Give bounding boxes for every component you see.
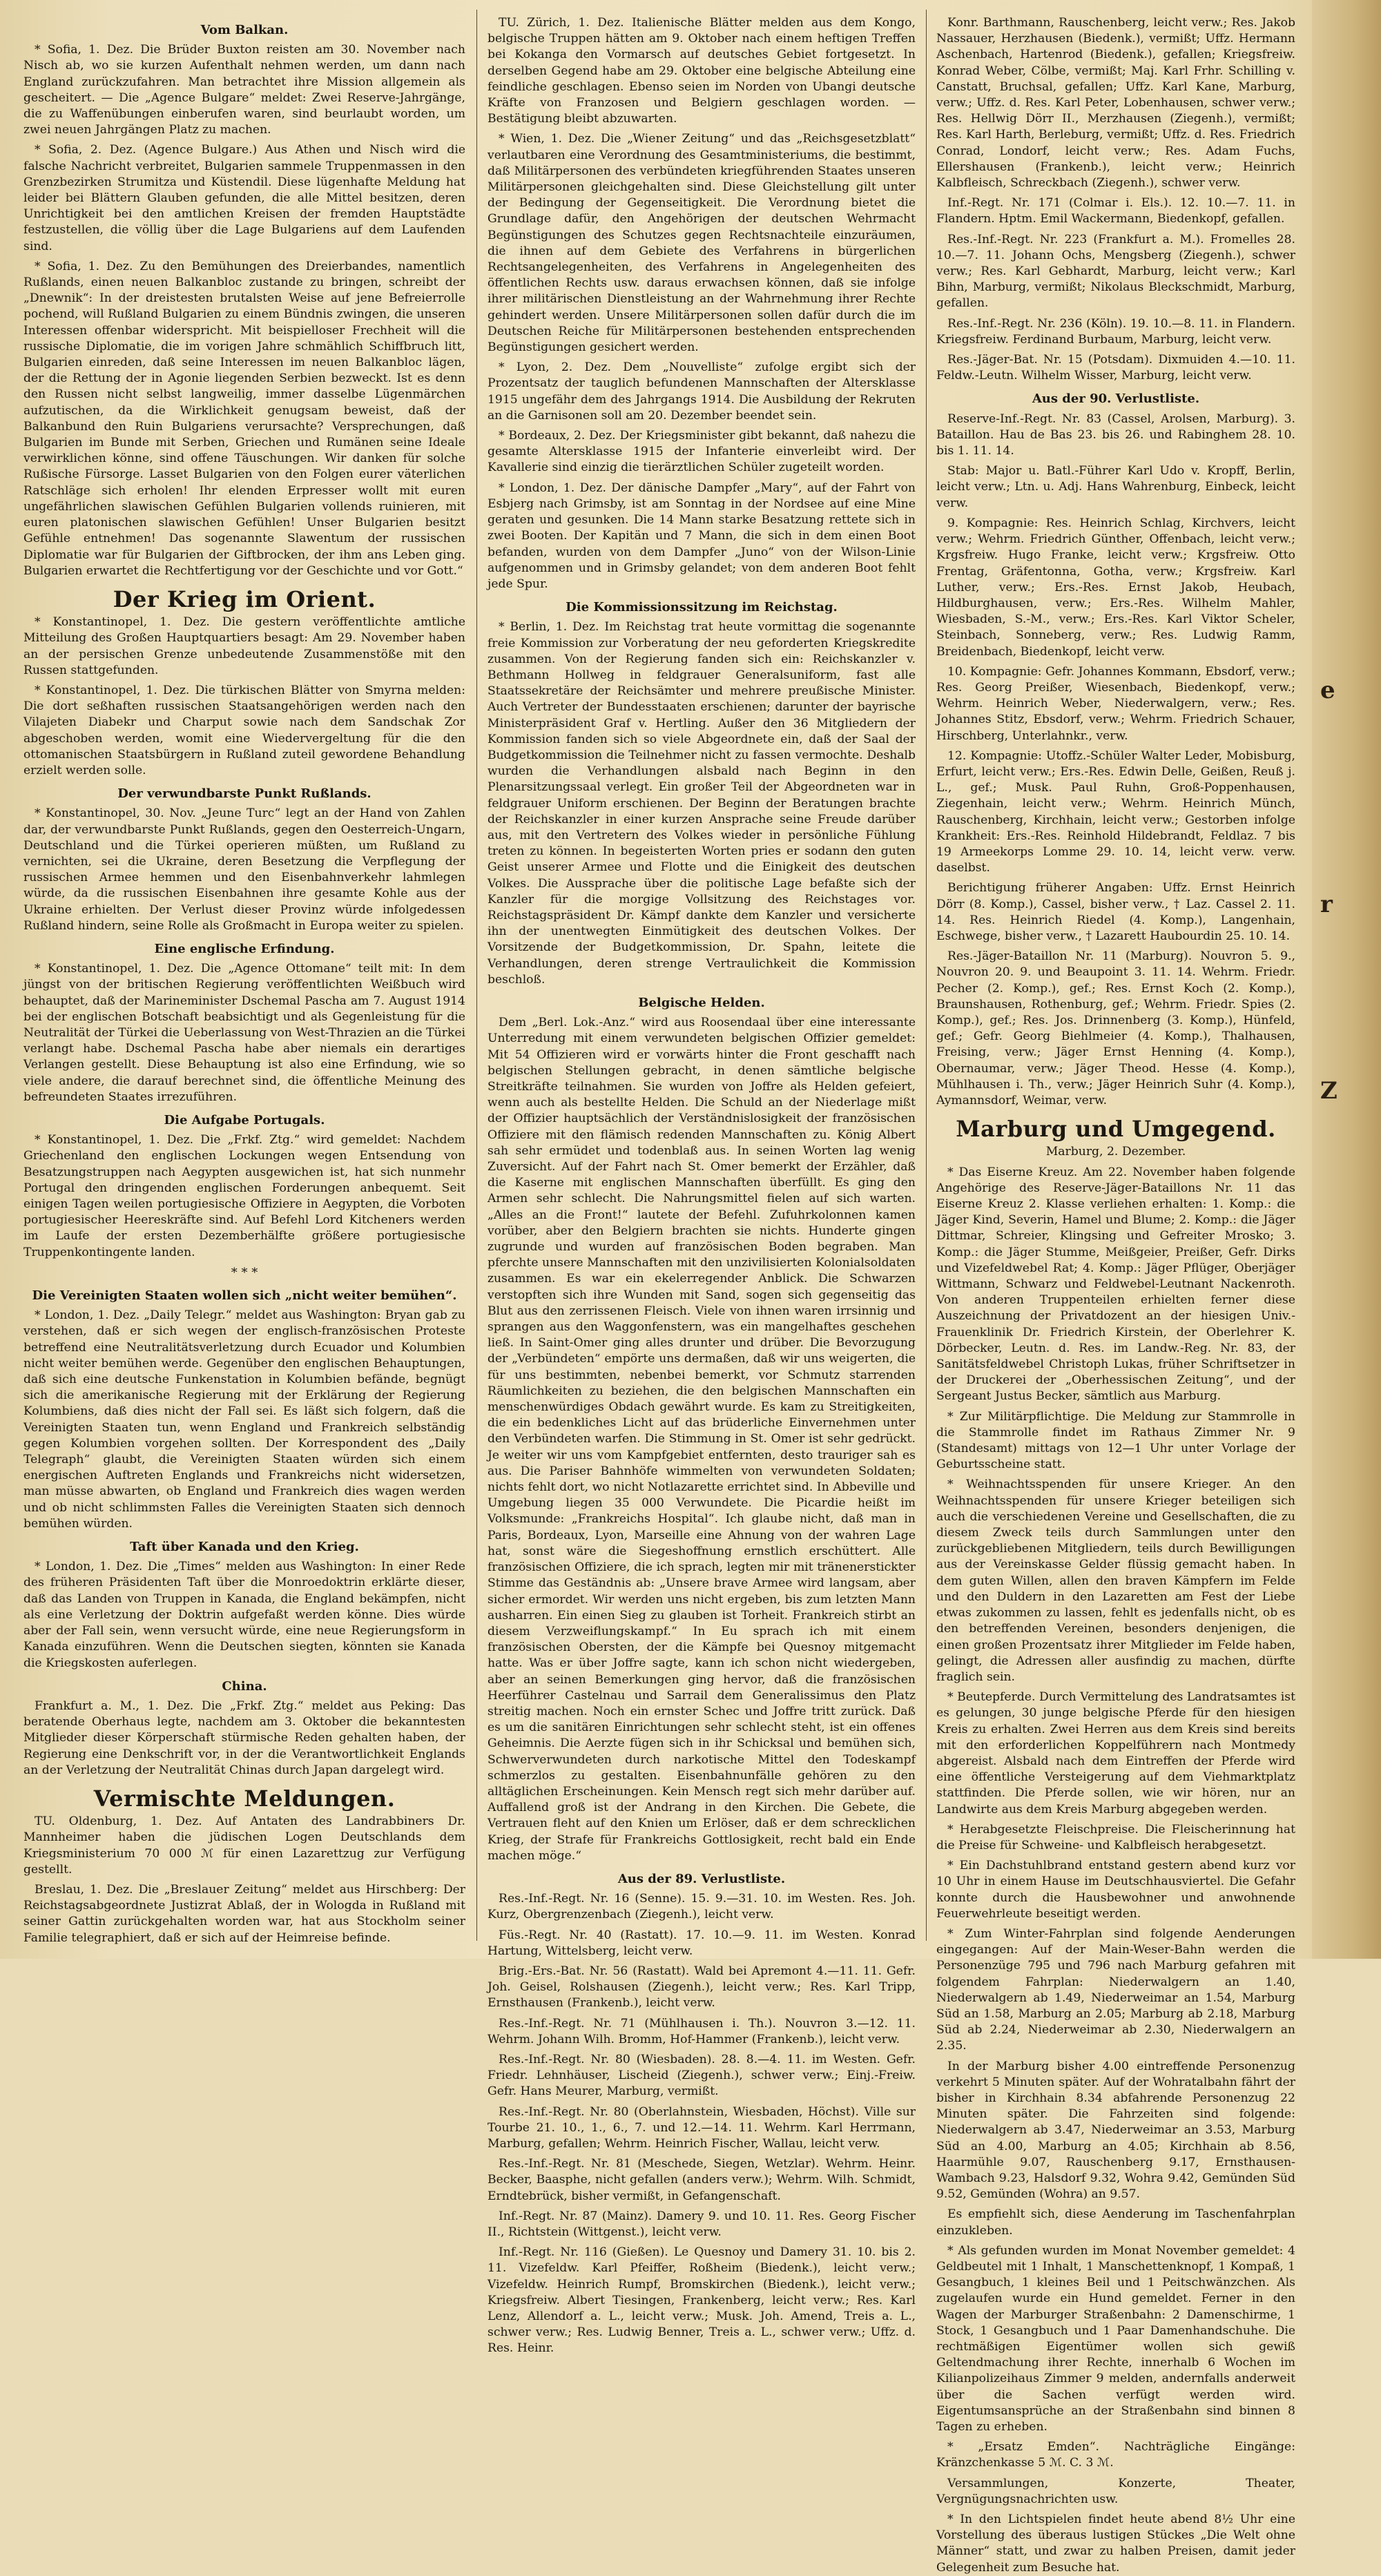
column-1 [23, 15, 465, 1945]
subheading-kanada: Taft über Kanada und den Krieg. [130, 1540, 359, 1555]
article-paragraph: * London, 1. Dez. Der dänische Dampfer „Mary“, auf der Fahrt von Esbjerg nach Grimsby, ist am Sonntag in der Nordsee auf eine Mine geraten und gesunken. Die 14 Mann starke Besatzung rettete sich in zwei Booten. Der Kapitän und 7 Mann, die sich in dem einen Boot befanden, wurden von dem Dampfer „Juno“ von der Wilson-Linie aufgenommen und in Grimsby gelandet; von dem anderen Boot fehlt jede Spur. [487, 481, 916, 591]
subheading-helden: Belgische Helden. [638, 995, 765, 1010]
section-title-marburg: Marburg und Umgegend. [956, 1116, 1276, 1143]
local-news-paragraph: * Das Eiserne Kreuz. Am 22. November haben folgende Angehörige des Reserve-Jäger-Bataillons Nr. 11 das Eiserne Kreuz 2. Klasse verliehen erhalten: 1. Komp.: die Jäger Kind, Severin, Hamel und Blume; 2. Komp.: die Jäger Dittmar, Schreier, Klingsing und Gefreiter Mrosko; 3. Komp.: die Jäger Stumme, Meißgeier, Preißer, Gefr. Dirks und Vizefeldwebel Rat; 4. Komp.: Jäger Pflüger, Oberjäger Wittmann, Schwarz und Feldwebel-Leutnant Nackenroth. Von anderen Truppenteilen erhielten ferner diese Auszeichnung der Privatdozent an der hiesigen Univ.-Frauenklinik Dr. Friedrich Kirstein, der Oberlehrer K. Dörbecker, Leutn. d. Res. im Landw.-Reg. Nr. 83, der Sanitätsfeldwebel Christoph Lukas, früher Schriftsetzer in der Druckerei der „Oberhessischen Zeitung“, und der Sergeant Justus Becker, sämtlich aus Marburg. [936, 1165, 1295, 1404]
article-paragraph: * London, 1. Dez. Die „Times“ melden aus Washington: In einer Rede des früheren Präsidenten Taft über die Monroedoktrin erklärte dieser, daß das Landen von Truppen in Kanada, die England bekämpfen, nicht als eine Verletzung der Doktrin aufgefaßt werden könne. Dies würde aber der Fall sein, wenn versucht würde, eine neue Regierungsform in Kanada einzuführen. Wenn die Deutschen siegten, könnten sie Kanada die Kriegskosten auferlegen. [23, 1560, 465, 1670]
edge-glyph: Z [1320, 1077, 1337, 1105]
article-paragraph: * Sofia, 2. Dez. (Agence Bulgare.) Aus Athen und Nisch wird die falsche Nachricht verbreitet, Bulgarien sammele Truppenmassen in den Grenzbezirken Strumitza und Küstendil. Diese lügenhafte Meldung hat leider bei Blättern Glauben gefunden, die alle Mittel besitzen, deren Unrichtigkeit bei den amtlichen Kreisen der fremden Hauptstädte festzustellen, die völlig über die Lage Bulgariens auf dem Laufenden sind. [23, 143, 465, 253]
subheading-usa: Die Vereinigten Staaten wollen sich „nicht weiter bemühen“. [32, 1288, 457, 1304]
casualty-entry: Res.-Inf.-Regt. Nr. 223 (Frankfurt a. M.). Fromelles 28. 10.—7. 11. Johann Ochs, Mengsberg (Ziegenh.), schwer verw.; Res. Karl Gebhardt, Marburg, leicht verw.; Karl Bihn, Marburg, vermißt; Nikolaus Bleckschmidt, Marburg, gefallen. [936, 232, 1295, 311]
column-rule-2 [926, 10, 927, 1941]
dateline: Marburg, 2. Dezember. [1045, 1145, 1186, 1159]
article-paragraph: * Sofia, 1. Dez. Zu den Bemühungen des Dreierbandes, namentlich Rußlands, einen neuen Balkanbloc zustande zu bringen, schreibt der „Dnewnik“: In der dreistesten brutalsten Weise auf jene Befreierrolle pochend, will Rußland Bulgarien zu einem Bündnis zwingen, die unseren Interessen offenbar widerspricht. Mit beispielloser Frechheit will die russische Diplomatie, die im vorigen Jahre schmählich Schiffbruch litt, Bulgarien einreden, daß seine Interessen im neuen Balkanbloc lägen, der die Rettung der in Agonie liegenden Serbien bezweckt. Ist es denn den Russen nicht selbst langweilig, immer dasselbe Lügenmärchen aufzutischen, da die Wirklichkeit genugsam beweist, daß der Balkanbund den Ruin Bulgariens verursachte? Versprechungen, daß Bulgarien im Bunde mit Serben, Griechen und Rumänen seine Ideale verwirklichen könne, sind offene Täuschungen. Wir danken für solche Rußische Fürsorge. Lasset Bulgarien von den Folgen eurer väterlichen Ratschläge sich erholen! Ihr elenden Erpresser wollt mit euren ungefährlichen slawischen Gefühlen Bulgarien vollends ruinieren, mit euren platonischen slawischen Gefühlen! Unser Bulgarien besitzt Gefühle entnehmen! Das sogenannte Slawentum der russischen Diplomatie war für Bulgarien der Giftbrocken, der ihm ans Leben ging. Bulgarien erwartet die Rechtfertigung vor der Geschichte und vor Gott.“ [23, 259, 465, 578]
casualty-entry: Reserve-Inf.-Regt. Nr. 83 (Cassel, Arolsen, Marburg). 3. Bataillon. Hau de Bas 23. bis 26. und Rabinghem 28. 10. bis 1. 11. 14. [936, 411, 1295, 458]
local-news-paragraph: * Beutepferde. Durch Vermittelung des Landratsamtes ist es gelungen, 30 junge belgische Pferde für den hiesigen Kreis zu erhalten. Zwei Herren aus dem Kreis sind bereits mit den erforderlichen Koppelführern nach Montmedy abgereist. Alsbald nach dem Eintreffen der Pferde wird eine öffentliche Versteigerung auf dem Viehmarktplatz stattfinden. Die Pferde sollen, wie wir hören, nur an Landwirte aus dem Kreis Marburg abgegeben werden. [936, 1690, 1295, 1817]
article-paragraph: * Konstantinopel, 1. Dez. Die türkischen Blätter von Smyrna melden: Die dort seßhaften russischen Staatsangehörigen werden nach den Vilajeten Diabekr und Charput sowie nach dem Sandschak Zor abgeschoben werden, womit eine Wiedervergeltung für die den ottomanischen Staatsbürgern in Rußland zuteil gewordene Behandlung erzielt werden solle. [23, 683, 465, 777]
separator-stars: * * * [231, 1265, 258, 1280]
subheading-kommission: Die Kommissionssitzung im Reichstag. [566, 600, 838, 615]
section-title-vermischte: Vermischte Meldungen. [93, 1785, 396, 1812]
casualty-entry: Res.-Inf.-Regt. Nr. 80 (Oberlahnstein, Wiesbaden, Höchst). Ville sur Tourbe 21. 10., 1., 6., 7. und 12.—14. 11. Wehrm. Karl Herrmann, Marburg, gefallen; Wehrm. Heinrich Fischer, Wallau, leicht verw. [487, 2104, 916, 2151]
casualty-entry: Inf.-Regt. Nr. 116 (Gießen). Le Quesnoy und Damery 31. 10. bis 2. 11. Vizefeldw. Karl Pfeiffer, Roßheim (Biedenk.), leicht verw.; Vizefeldw. Heinrich Rumpf, Bromskirchen (Biedenk.), leicht verw.; Kriegsfreiw. Albert Tiesingen, Frankenberg, leicht verw.; Res. Karl Lenz, Allendorf a. L., leicht verw.; Musk. Joh. Amend, Treis a. L., schwer verw.; Res. Ludwig Benner, Treis a. L., schwer verw.; Uffz. d. Res. Heinr. [487, 2245, 916, 2356]
subheading-portugal: Die Aufgabe Portugals. [164, 1113, 325, 1127]
local-news-paragraph: * In den Lichtspielen findet heute abend 8½ Uhr eine Vorstellung des überaus lustigen Stückes „Die Welt ohne Männer“ statt, und zwar zu halben Preisen, damit jeder Gelegenheit zum Besuche hat. [936, 2512, 1295, 2575]
casualty-entry: Res.-Inf.-Regt. Nr. 71 (Mühlhausen i. Th.). Nouvron 3.—12. 11. Wehrm. Johann Wilh. Bromm, Hof-Hammer (Frankenb.), leicht verw. [487, 2016, 916, 2046]
section-heading-balkan: Vom Balkan. [200, 23, 289, 37]
casualty-entry: Res.-Jäger-Bataillon Nr. 11 (Marburg). Nouvron 5. 9., Nouvron 20. 9. und Beaupoint 3. 11. 14. Wehrm. Friedr. Pecher (2. Komp.), gef.; Res. Ernst Koch (2. Komp.), Braunshausen, Rothenburg, gef.; Wehrm. Friedr. Spies (2. Komp.), gef.; Res. Jos. Drinnenberg (3. Komp.), Hünfeld, gef.; Gefr. Georg Biehlmeier (4. Komp.), Thalhausen, Freising, verw.; Jäger Ernst Henning (4. Komp.), Obernaumar, verw.; Jäger Theod. Hesse (4. Komp.), Mühlhausen i. Th., verw.; Jäger Heinrich Suhr (4. Komp.), Aymannsdorf, Weimar, verw. [936, 949, 1295, 1107]
casualty-entry: Inf.-Regt. Nr. 171 (Colmar i. Els.). 12. 10.—7. 11. in Flandern. Hptm. Emil Wackermann, Biedenkopf, gefallen. [936, 196, 1295, 226]
column-rule-1 [476, 10, 477, 1941]
column-3 [936, 15, 1295, 2575]
subheading-verlustliste-90: Aus der 90. Verlustliste. [1032, 391, 1200, 407]
edge-glyph: e [1320, 677, 1335, 704]
local-news-paragraph: * Weihnachtsspenden für unsere Krieger. An den Weihnachtsspenden für unsere Krieger beteiligen sich auch die verschiedenen Vereine und Gesellschaften, die zu diesem Zweck teils durch Sammlungen unter den zurückgebliebenen Mitgliedern, teils durch Bewilligungen aus der Vereinskasse Gelder flüssig gemacht haben. In dem guten Willen, allen den braven Kämpfern im Felde und den Duldern in den Lazaretten am Fest der Liebe etwas zukommen zu lassen, fehlt es jedenfalls nicht, ob es den betreffenden Vereinen, besonders denjenigen, die einen großen Prozentsatz ihrer Mitglieder im Felde haben, gelingt, die Adressen aller ausfindig zu machen, dürfte fraglich sein. [936, 1478, 1295, 1684]
casualty-entry: 10. Kompagnie: Gefr. Johannes Kommann, Ebsdorf, verw.; Res. Georg Preißer, Wiesenbach, Biedenkopf, verw.; Wehrm. Heinrich Weber, Niederwalgern, verw.; Res. Johannes Stitz, Ebsdorf, verw.; Wehrm. Friedrich Schauer, Hirschberg, Unterlahnkr., verw. [936, 664, 1295, 743]
article-paragraph: * Berlin, 1. Dez. Im Reichstag trat heute vormittag die sogenannte freie Kommission zur Vorberatung der neu geforderten Kriegskredite zusammen. Von der Regierung fanden sich ein: Reichskanzler v. Bethmann Hollweg in feldgrauer Generalsuniform, fast alle Staatssekretäre der Reichsämter und mehrere preußische Minister. Auch Vertreter der Bundesstaaten erschienen; darunter der bayrische Ministerpräsident Graf v. Hertling. Außer den 36 Mitgliedern der Kommission fanden sich so viele Abgeordnete ein, daß der Saal der Budgetkommission die Teilnehmer nicht zu fassen vermochte. Deshalb wurden die Verhandlungen alsbald nach Beginn in den Plenarsitzungssaal verlegt. Ein großer Teil der Abgeordneten war in feldgrauer Uniform erschienen. Der Beginn der Beratungen brachte der Reichskanzler in einer kurzen Ansprache seine Freude darüber aus, mit den Vertretern des Volkes wieder in persönliche Fühlung treten zu können. In begeisterten Worten pries er sodann den guten Geist unserer Armee und Flotte und die Einigkeit des deutschen Volkes. Die Aussprache über die politische Lage befaßte sich der Kanzler für die morgige Vollsitzung des Reichstages vor. Reichstagspräsident Dr. Kämpf dankte dem Kanzler und versicherte ihn der unentwegten Einmütigkeit des deutschen Volkes. Der Vorsitzende der Budgetkommission, Dr. Spahn, leitete die Verhandlungen, deren strenge Vertraulichkeit die Kommission beschloß. [487, 620, 916, 987]
casualty-entry: 9. Kompagnie: Res. Heinrich Schlag, Kirchvers, leicht verw.; Wehrm. Friedrich Günther, Offenbach, leicht verw.; Krgsfreiw. Hugo Franke, leicht verw.; Krgsfreiw. Otto Frentag, Gräfentonna, Gotha, verw.; Krgsfreiw. Karl Luther, verw.; Ers.-Res. Ernst Jakob, Heubach, Hildburghausen, verw.; Ers.-Res. Wilhelm Mahler, Wiesbaden, S.-M., verw.; Ers.-Res. Karl Viktor Scheler, Steinbach, Sonneberg, verw.; Res. Ludwig Ramm, Breidenbach, Biedenkopf, leicht verw. [936, 516, 1295, 659]
casualty-entry: Berichtigung früherer Angaben: Uffz. Ernst Heinrich Dörr (8. Komp.), Cassel, bisher verw., † Laz. Cassel 2. 11. 14. Res. Heinrich Riedel (4. Komp.), Langenhain, Eschwege, bisher verw., † Lazarett Haubourdin 25. 10. 14. [936, 881, 1295, 943]
article-paragraph: * Konstantinopel, 30. Nov. „Jeune Turc“ legt an der Hand von Zahlen dar, der verwundbarste Punkt Rußlands, gegen den Oesterreich-Ungarn, Deutschland und die Türkei operieren müßten, um Rußland zu vernichten, sei die Ukraine, deren Besetzung die Verpflegung der russischen Armee hemmen und den Eisenbahnverkehr lahmlegen würde, da die russischen Eisenbahnen ihre gesamte Kohle aus der Ukraine erhielten. Der Verlust dieser Provinz würde infolgedessen Rußland hindern, seine Rolle als Großmacht in Europa weiter zu spielen. [23, 806, 465, 933]
edge-glyph: r [1320, 891, 1333, 918]
article-paragraph: * Konstantinopel, 1. Dez. Die „Frkf. Ztg.“ wird gemeldet: Nachdem Griechenland den englischen Lockungen wegen Entsendung von Besatzungstruppen nach Aegypten ausgewichen ist, hat sich nunmehr Portugal den dringenden englischen Forderungen anbequemt. Seit einigen Tagen weilen portugiesische Offiziere in Aegypten, die Vorboten portugiesischer Heereskräfte sind. Auf Befehl Lord Kitcheners werden im Laufe der ersten Dezemberhälfte größere portugiesische Truppenkontingente landen. [23, 1133, 465, 1259]
local-news-paragraph: * „Ersatz Emden“. Nachträgliche Eingänge: Kränzchenkasse 5 ℳ. C. 3 ℳ. [936, 2440, 1295, 2470]
casualty-entry: Stab: Major u. Batl.-Führer Karl Udo v. Kropff, Berlin, leicht verw.; Ltn. u. Adj. Hans Wahrenburg, Einbeck, leicht verw. [936, 464, 1295, 510]
local-news-paragraph: * Zum Winter-Fahrplan sind folgende Aenderungen eingegangen: Auf der Main-Weser-Bahn werden die Personenzüge 795 und 796 nach Marburg gefahren mit folgendem Fahrplan: Niederwalgern an 1.40, Niederwalgern ab 1.49, Niederweimar an 1.54, Marburg Süd an 1.58, Marburg an 2.05; Marburg ab 2.18, Marburg Süd ab 2.24, Niederweimar ab 2.30, Niederwalgern an 2.35. [936, 1926, 1295, 2053]
subheading-verlustliste-89: Aus der 89. Verlustliste. [617, 1871, 786, 1886]
article-paragraph: TU. Zürich, 1. Dez. Italienische Blätter melden aus dem Kongo, belgische Truppen hätten am 9. Oktober nach einem heftigen Treffen bei Kokanga den Vormarsch auf deutsches Gebiet fortgesetzt. In derselben Gegend habe am 29. Oktober eine belgische Abteilung eine feindliche geschlagen. Ebenso seien im Norden von Ubangi deutsche Kräfte von Franzosen und Belgiern geschlagen worden. — Bestätigung bleibt abzuwarten. [487, 16, 916, 126]
casualty-entry: Brig.-Ers.-Bat. Nr. 56 (Rastatt). Wald bei Apremont 4.—11. 11. Gefr. Joh. Geisel, Rolshausen (Ziegenh.), leicht verw.; Res. Karl Tripp, Ernsthausen (Frankenb.), leicht verw. [487, 1964, 916, 2011]
article-paragraph: * Konstantinopel, 1. Dez. Die „Agence Ottomane“ teilt mit: In dem jüngst von der britischen Regierung veröffentlichten Weißbuch wird behauptet, daß der Marineminister Dschemal Pascha am 7. August 1914 bei der englischen Botschaft beabsichtigt und als Gegenleistung für die Neutralität der Türkei die Ueberlassung von West-Thrazien an die Türkei verlangt habe. Dschemal Pascha habe aber niemals ein derartiges Verlangen gestellt. Diese Behauptung ist also eine Erfindung, wie so viele andere, die darauf berechnet sind, die öffentliche Meinung des befreundeten Staates irrezuführen. [23, 962, 465, 1104]
article-paragraph: * Konstantinopel, 1. Dez. Die gestern veröffentlichte amtliche Mitteilung des Großen Hauptquartiers besagt: Am 29. November haben an der persischen Grenze unbedeutende Zusammenstöße mit den Russen stattgefunden. [23, 615, 465, 677]
article-paragraph: * Bordeaux, 2. Dez. Der Kriegsminister gibt bekannt, daß nahezu die gesamte Altersklasse 1915 der Infanterie einverleibt wird. Der Kavallerie sind einzig die tierärztlichen Schüler zugeteilt worden. [487, 429, 916, 475]
casualty-entry: Res.-Inf.-Regt. Nr. 16 (Senne). 15. 9.—31. 10. im Westen. Res. Joh. Kurz, Obergrenzenbach (Ziegenh.), leicht verw. [487, 1892, 916, 1922]
column-2 [487, 15, 916, 2356]
article-paragraph: * London, 1. Dez. „Daily Telegr.“ meldet aus Washington: Bryan gab zu verstehen, daß er sich wegen der englisch-französischen Proteste betreffend eine Neutralitätsverletzung durch Ecuador und Kolumbien nicht weiter bemühen werde. Gegenüber den englischen Behauptungen, daß sich eine deutsche Funkenstation in Kolumbien befände, begnügt sich die amerikanische Regierung mit der Erklärung der Regierung Kolumbiens, daß dies nicht der Fall sei. Es läßt sich folgern, daß die Vereinigten Staaten tun, wenn England und Frankreich selbständig gegen Kolumbien vorgehen sollten. Der Korrespondent des „Daily Telegraph“ glaubt, die Vereinigten Staaten würden sich einem energischen Auftreten Englands und Frankreichs nicht widersetzen, man müsse abwarten, ob England und Frankreich dies wagen werden und ob nicht schlimmsten Falles die Vereinigten Staaten sich dennoch bemühen würden. [23, 1308, 465, 1531]
local-news-paragraph: Es empfiehlt sich, diese Aenderung im Taschenfahrplan einzukleben. [936, 2207, 1295, 2238]
local-news-paragraph: * Herabgesetzte Fleischpreise. Die Fleischerinnung hat die Preise für Schweine- und Kalbfleisch herabgesetzt. [936, 1822, 1295, 1852]
local-news-paragraph: Versammlungen, Konzerte, Theater, Vergnügungsnachrichten usw. [936, 2476, 1295, 2506]
casualty-entry: Res.-Inf.-Regt. Nr. 236 (Köln). 19. 10.—8. 11. in Flandern. Kriegsfreiw. Ferdinand Burbaum, Marburg, leicht verw. [936, 316, 1295, 347]
article-paragraph: * Wien, 1. Dez. Die „Wiener Zeitung“ und das „Reichsgesetzblatt“ verlautbaren eine Verordnung des Gesamtministeriums, die bestimmt, daß Militärpersonen des verbündeten kriegführenden Staates unseren Militärpersonen gleichgehalten sind. Diese Gleichstellung gilt unter der Bedingung der Gegenseitigkeit. Die Verordnung bietet die Grundlage dafür, den Angehörigen der deutschen Wehrmacht Begünstigungen des Schutzes gegen Rechtsnachteile einzuräumen, die ihnen auf dem Gebiete des Verfahrens in bürgerlichen Rechtsangelegenheiten, des Verfahrens in Angelegenheiten des öffentlichen Rechts usw. daraus erwachsen können, daß sie infolge ihrer militärischen Dienstleistung an der Wahrnehmung ihrer Rechte gehindert werden. Unsere Militärpersonen sollen dafür durch die im Deutschen Reiche für Militärpersonen bestehenden entsprechenden Begünstigungen gesichert werden. [487, 132, 916, 355]
local-news-paragraph: * Als gefunden wurden im Monat November gemeldet: 4 Geldbeutel mit 1 Inhalt, 1 Manschettenknopf, 1 Kompaß, 1 Gesangbuch, 1 kleines Beil und 1 Peitschwänzchen. Als zugelaufen wurde ein Hund gemeldet. Ferner in den Wagen der Marburger Straßenbahn: 2 Damenschirme, 1 Stock, 1 Gesangbuch und 1 Paar Damenhandschuhe. Die rechtmäßigen Eigentümer wollen sich gewiß Geltendmachung ihrer Rechte, innerhalb 6 Wochen im Kilianpolizeihaus Zimmer 9 melden, andernfalls anderweit über die Sachen verfügt werden wird. Eigentumsansprüche an der Straßenbahn sind binnen 8 Tagen zu erheben. [936, 2243, 1295, 2434]
subheading-erfindung: Eine englische Erfindung. [154, 941, 335, 956]
casualty-entry: Res.-Inf.-Regt. Nr. 80 (Wiesbaden). 28. 8.—4. 11. im Westen. Gefr. Friedr. Lehnhäuser, Lischeid (Ziegenh.), schwer verw.; Einj.-Freiw. Gefr. Hans Meurer, Marburg, vermißt. [487, 2052, 916, 2099]
casualty-entry: Konr. Barthmann, Rauschenberg, leicht verw.; Res. Jakob Nassauer, Herzhausen (Biedenk.), vermißt; Uffz. Hermann Aschenbach, Hartenrod (Biedenk.), gefallen; Kriegsfreiw. Konrad Weber, Cölbe, vermißt; Maj. Karl Frhr. Schilling v. Canstatt, Bruchsal, gefallen; Uffz. Karl Kane, Marburg, verw.; Uffz. d. Res. Karl Peter, Lobenhausen, schwer verw.; Res. Hellwig Dörr II., Merzhausen (Ziegenh.), vermißt; Res. Karl Harth, Berleburg, vermißt; Uffz. d. Res. Friedrich Conrad, Londorf, leicht verw.; Res. Adam Fuchs, Ellershausen (Frankenb.), leicht verw.; Heinrich Kalbfleisch, Schreckbach (Ziegenh.), schwer verw. [936, 16, 1295, 191]
casualty-entry: Inf.-Regt. Nr. 87 (Mainz). Damery 9. und 10. 11. Res. Georg Fischer II., Richtstein (Wittgenst.), leicht verw. [487, 2209, 916, 2240]
article-paragraph: Dem „Berl. Lok.-Anz.“ wird aus Roosendaal über eine interessante Unterredung mit einem verwundeten belgischen Offizier gemeldet: Mit 54 Offizieren wird er vorwärts hinter die Front geschafft nach belgischen Stellungen gebracht, in denen sämtliche belgische Streitkräfte teilnahmen. Sie wurden von Joffre als Helden gefeiert, wenn auch als bestellte Helden. Die Schuld an der Niederlage mißt der Offizier hauptsächlich der Verständnislosigkeit der französischen Offiziere mit den flämisch redenden Mannschaften zu. König Albert sah sehr ermüdet und todenblaß aus. In seinen Worten lag wenig Zuversicht. Auf der Fahrt nach St. Omer bemerkt der Erzähler, daß die Kaserne mit englischen Mannschaften überfüllt. Es ging den Armen sehr schlecht. Die Nahrungsmittel fielen auf sich warten. „Alles an die Front!“ lautete der Befehl. Zufuhrkolonnen kamen vorüber, aber den Belgiern brachten sie nichts. Hunderte gingen zugrunde und wurden auf französischen Boden begraben. Man pferchte unsere Mannschaften mit den unzivilisierten Kolonialsoldaten zusammen. Es war ein ekelerregender Anblick. Die Schwarzen verstopften sich ihre Wunden mit Sand, sogen sich gegenseitig das Blut aus den zerrissenen Fleisch. Viele von ihnen waren irrsinnig und sprangen aus den Waggonfenstern, was ein mangelhaftes geschehen ließ. In Saint-Omer ging alles drunter und drüber. Die Bevorzugung der „Verbündeten“ empörte uns dermaßen, daß wir uns weigerten, die für uns bestimmten, nebenbei bemerkt, vor Schmutz starrenden Räumlichkeiten zu beziehen, die den belgischen Mannschaften ein menschenwürdiges Obdach gewährt wurde. Es kam zu Streitigkeiten, die ein bedenkliches Licht auf das brüderliche Einvernehmen unter den Verbündeten warfen. Die Stimmung in St. Omer ist sehr gedrückt. Je weiter wir uns vom Kampfgebiet entfernten, desto trauriger sah es aus. Die Pariser Bahnhöfe wimmelten von verwundeten Soldaten; nichts fehlt dort, wo nicht Notlazarette errichtet sind. In Abbeville und Umgebung liegen 35 000 Verwundete. Die Picardie heißt im Volksmunde: „Frankreichs Hospital“. Ich glaube nicht, daß man in Paris, Bordeaux, Lyon, Marseille eine Ahnung von der wahren Lage hat, sonst wäre die Siegeshoffnung ernstlich erschüttert. Alle französischen Offiziere, die ich sprach, legten mir mit tränenerstickter Stimme das Geständnis ab: „Unsere brave Armee wird langsam, aber sicher ermordet. Wir werden uns nicht ergeben, bis zum letzten Mann ausharren. Ein einen Sieg zu glauben ist Torheit. Frankreich stirbt an diesem Verzweiflungskampf.“ In Eu sprach ich mit einem französischen Obersten, der die Kämpfe bei Quesnoy mitgemacht hatte. Was er über Joffre sagte, kann ich schon nicht wiedergeben, aber an seinen Bemerkungen ging hervor, daß die französischen Heerführer Castelnau und Sarrail dem Generalissimus den Platz streitig machen. Noch ein ernster Schec und Joffre tritt zurück. Daß es um die sanitären Einrichtungen sehr schlecht steht, ist ein offenes Geheimnis. Die Aerzte fügen sich in ihr Schicksal und bemühen sich, Schwerverwundeten durch narkotische Mittel den Todeskampf schmerzlos zu gestalten. Eisenbahnunfälle gehören zu den alltäglichen Erscheinungen. Kein Mensch regt sich mehr darüber auf. Auffallend groß ist der Andrang in den Kirchen. Die Gebete, die Vertrauen fleht auf den Knien um Erlöser, daß er dem schrecklichen Krieg, der Strafe für Frankreichs Gottlosigkeit, recht bald ein Ende machen möge.“ [487, 1016, 916, 1863]
casualty-entry: Res.-Inf.-Regt. Nr. 81 (Meschede, Siegen, Wetzlar). Wehrm. Heinr. Becker, Baasphe, nicht gefallen (anders verw.); Wehrm. Wilh. Schmidt, Erndtebrück, bisher vermißt, in Gefangenschaft. [487, 2157, 916, 2203]
casualty-entry: Res.-Jäger-Bat. Nr. 15 (Potsdam). Dixmuiden 4.—10. 11. Feldw.-Leutn. Wilhelm Wisser, Marburg, leicht verw. [936, 353, 1295, 383]
article-paragraph: TU. Oldenburg, 1. Dez. Auf Antaten des Landrabbiners Dr. Mannheimer haben die jüdischen Logen Deutschlands dem Kriegsministerium 70 000 ℳ für einen Lazarettzug zur Verfügung gestellt. [23, 1814, 465, 1877]
local-news-paragraph: * Zur Militärpflichtige. Die Meldung zur Stammrolle in die Stammrolle findet im Rathaus Zimmer Nr. 9 (Standesamt) mittags von 12—1 Uhr unter Vorlage der Geburtsscheine statt. [936, 1409, 1295, 1472]
local-news-paragraph: In der Marburg bisher 4.00 eintreffende Personenzug verkehrt 5 Minuten später. Auf der Wohratalbahn fährt der bisher in Kirchhain 8.34 abfahrende Personenzug 22 Minuten später. Die Fahrzeiten sind folgende: Niederwalgern ab 3.47, Niederweimar an 3.53, Marburg Süd an 4.00, Marburg an 4.05; Kirchhain ab 8.56, Haarmühle 9.07, Rauschenberg 9.17, Ernsthausen-Wambach 9.23, Halsdorf 9.32, Wohra 9.42, Gemünden Süd 9.52, Gemünden (Wohra) an 9.57. [936, 2059, 1295, 2202]
page-edge-shadow [1312, 0, 1381, 1959]
article-paragraph: * Lyon, 2. Dez. Dem „Nouvelliste“ zufolge ergibt sich der Prozentsatz der tauglich befundenen Mannschaften der Altersklasse 1915 ungefähr dem des Jahrgangs 1914. Die Ausbildung der Rekruten an die Garnisonen soll am 20. Dezember beendet sein. [487, 360, 916, 423]
casualty-entry: Füs.-Regt. Nr. 40 (Rastatt). 17. 10.—9. 11. im Westen. Konrad Hartung, Wittelsberg, leicht verw. [487, 1928, 916, 1958]
subheading-china: China. [222, 1678, 267, 1694]
article-paragraph: * Sofia, 1. Dez. Die Brüder Buxton reisten am 30. November nach Nisch ab, wo sie kurzen Aufenthalt nehmen werden, um dann nach England zurückzufahren. Man betrachtet ihre Mission allgemein als gescheitert. — Die „Agence Bulgare“ meldet: Zwei Reserve-Jahrgänge, die zu Waffenübungen einberufen waren, sind beurlaubt worden, um zwei neuen Jahrgängen Platz zu machen. [23, 43, 465, 137]
subheading-punkt: Der verwundbarste Punkt Rußlands. [117, 786, 371, 802]
section-title-krieg-im-orient: Der Krieg im Orient. [113, 585, 376, 612]
local-news-paragraph: * Ein Dachstuhlbrand entstand gestern abend kurz vor 10 Uhr in einem Hause im Deutschhausviertel. Die Gefahr konnte durch die Hausbewohner und anwohnende Feuerwehrleute beseitigt werden. [936, 1859, 1295, 1921]
article-paragraph: Frankfurt a. M., 1. Dez. Die „Frkf. Ztg.“ meldet aus Peking: Das beratende Oberhaus legte, nachdem am 3. Oktober die bekanntesten Mitglieder dieser Körperschaft stürmische Reden gehalten haben, der Regierung eine Denkschrift vor, in der die Verantwortlichkeit Englands an der Verletzung der Neutralität Chinas durch Japan dargelegt wird. [23, 1698, 465, 1777]
casualty-entry: 12. Kompagnie: Utoffz.-Schüler Walter Leder, Mobisburg, Erfurt, leicht verw.; Ers.-Res. Edwin Delle, Geißen, Reuß j. L., gef.; Musk. Paul Ruhn, Groß-Poppenhausen, Ziegenhain, leicht verw.; Wehrm. Heinrich Münch, Rauschenberg, Kirchhain, leicht verw.; Gestorben infolge Krankheit: Ers.-Res. Reinhold Hildebrandt, Feldlaz. 7 bis 19 Armeekorps Lomme 29. 10. 14, leicht verw. verw. daselbst. [936, 748, 1295, 875]
article-paragraph: Breslau, 1. Dez. Die „Breslauer Zeitung“ meldet aus Hirschberg: Der Reichstagsabgeordnete Justizrat Ablaß, der in Wologda in Rußland mit seiner Gattin zurückgehalten worden war, hat aus Stockholm seiner Familie telegraphiert, daß er sich auf der Heimreise befinde. [23, 1882, 465, 1945]
